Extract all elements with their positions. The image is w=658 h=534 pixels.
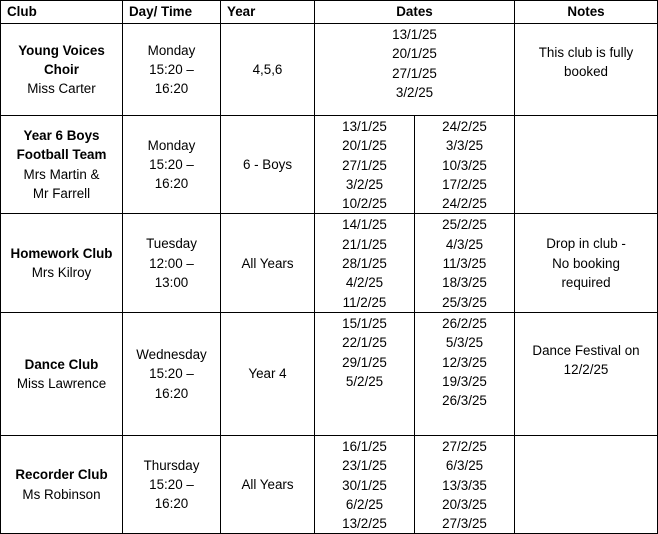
note-line: This club is fully: [538, 45, 634, 60]
club-cell: [1, 214, 123, 312]
note-line: Dance Festival on: [532, 342, 640, 358]
date: 12/3/25: [442, 354, 487, 370]
date: 13/2/25: [342, 516, 387, 532]
date: 19/3/25: [442, 373, 487, 389]
date: 20/1/25: [392, 46, 437, 62]
header-day-time: Day/ Time: [123, 1, 221, 24]
date: 21/1/25: [342, 236, 387, 252]
date: 5/3/25: [445, 335, 484, 351]
time: 15:20 –: [149, 366, 194, 382]
date: 3/3/25: [445, 138, 484, 154]
date: 4/2/25: [345, 275, 384, 291]
date: 22/1/25: [342, 335, 387, 351]
date: 10/2/25: [342, 196, 387, 212]
table-row: [1, 214, 658, 312]
date: 27/2/25: [442, 438, 487, 454]
day-time-cell: [123, 312, 221, 435]
club-cell: [1, 24, 123, 116]
table-row: [1, 312, 658, 435]
date: 16/1/25: [342, 438, 387, 454]
club-name: Dance Club: [24, 356, 99, 372]
header-club: Club: [1, 1, 123, 24]
day-time-cell: [123, 24, 221, 116]
year-cell: 4,5,6: [221, 24, 315, 116]
date: 15/1/25: [342, 315, 387, 331]
date: 5/2/25: [345, 373, 384, 389]
time: 16:20: [154, 385, 189, 401]
header-notes: Notes: [515, 1, 658, 24]
notes-cell: [515, 214, 658, 312]
date: 17/2/25: [442, 176, 487, 192]
club-name: Football Team: [16, 147, 107, 163]
club-lead: Ms Robinson: [22, 486, 101, 502]
time: 12:00 –: [149, 255, 194, 271]
date: 3/2/25: [345, 176, 384, 192]
dates-cell: [315, 116, 415, 214]
dates-cell: [315, 214, 415, 312]
day-time-cell: [123, 435, 221, 533]
date: 14/1/25: [342, 217, 387, 233]
note-line: required: [561, 274, 611, 290]
club-lead: Mrs Martin &: [23, 166, 100, 182]
time: 13:00: [154, 274, 189, 290]
note-line: booked: [564, 64, 608, 80]
club-lead: Mrs Kilroy: [31, 265, 92, 281]
dates-cell: [315, 24, 515, 116]
day-time-cell: [123, 116, 221, 214]
club-lead: Mr Farrell: [32, 186, 91, 202]
time: 16:20: [154, 81, 189, 97]
header-dates: Dates: [315, 1, 515, 24]
notes-cell: [515, 24, 658, 116]
date: 24/2/25: [442, 196, 487, 212]
header-year: Year: [221, 1, 315, 24]
year-cell: Year 4: [221, 312, 315, 435]
header-row: [1, 1, 658, 24]
date: 20/3/25: [442, 496, 487, 512]
date: 26/3/25: [442, 393, 487, 409]
day-time-cell: [123, 214, 221, 312]
date: 24/2/25: [442, 119, 487, 134]
day: Monday: [147, 42, 196, 58]
dates-cell: [415, 435, 515, 533]
dates-cell: [315, 312, 415, 435]
date: 26/2/25: [442, 315, 487, 331]
year-cell: 6 - Boys: [221, 116, 315, 214]
time: 15:20 –: [149, 477, 194, 493]
time: 15:20 –: [149, 61, 194, 77]
dates-cell: [415, 312, 515, 435]
day: Thursday: [143, 457, 200, 473]
dates-cell: [315, 435, 415, 533]
day: Monday: [147, 137, 196, 153]
club-cell: [1, 116, 123, 214]
date: 18/3/25: [442, 275, 487, 291]
date: 6/2/25: [345, 496, 384, 512]
club-name: Recorder Club: [15, 467, 108, 483]
club-name: Young Voices: [18, 42, 105, 58]
date: 29/1/25: [342, 354, 387, 370]
note-line: 12/2/25: [563, 362, 609, 378]
date: 6/3/25: [445, 458, 484, 474]
club-lead: Miss Carter: [27, 81, 96, 97]
club-lead: Miss Lawrence: [16, 375, 107, 391]
date: 13/3/35: [442, 477, 487, 493]
date: 25/3/25: [442, 294, 487, 310]
date: 11/2/25: [342, 294, 387, 310]
date: 13/1/25: [342, 119, 387, 134]
date: 23/1/25: [342, 458, 387, 474]
date: 13/1/25: [392, 27, 437, 42]
table-row: [1, 435, 658, 533]
time: 15:20 –: [149, 157, 194, 173]
time: 16:20: [154, 176, 189, 192]
date: 27/1/25: [392, 65, 437, 81]
date: 4/3/25: [445, 236, 484, 252]
notes-cell: [515, 312, 658, 435]
date: 3/2/25: [395, 84, 434, 100]
dates-cell: [415, 214, 515, 312]
year-cell: All Years: [221, 435, 315, 533]
table-row: [1, 116, 658, 214]
day: Wednesday: [136, 347, 207, 363]
table-row: [1, 24, 658, 116]
club-cell: [1, 435, 123, 533]
date: 11/3/25: [442, 256, 487, 272]
club-name: Homework Club: [10, 245, 113, 261]
time: 16:20: [154, 496, 189, 512]
date: 27/3/25: [442, 516, 487, 532]
date: 30/1/25: [342, 477, 387, 493]
year-cell: All Years: [221, 214, 315, 312]
day: Tuesday: [146, 236, 197, 252]
notes-cell: [515, 116, 658, 214]
club-name: Choir: [44, 61, 79, 77]
date: 25/2/25: [442, 217, 487, 233]
notes-cell: [515, 435, 658, 533]
note-line: No booking: [552, 255, 620, 271]
dates-cell: [415, 116, 515, 214]
date: 20/1/25: [342, 138, 387, 154]
note-line: Drop in club -: [546, 236, 626, 252]
date: 28/1/25: [342, 256, 387, 272]
date: 10/3/25: [442, 157, 487, 173]
club-name: Year 6 Boys: [23, 128, 100, 144]
club-cell: [1, 312, 123, 435]
date: 27/1/25: [342, 157, 387, 173]
